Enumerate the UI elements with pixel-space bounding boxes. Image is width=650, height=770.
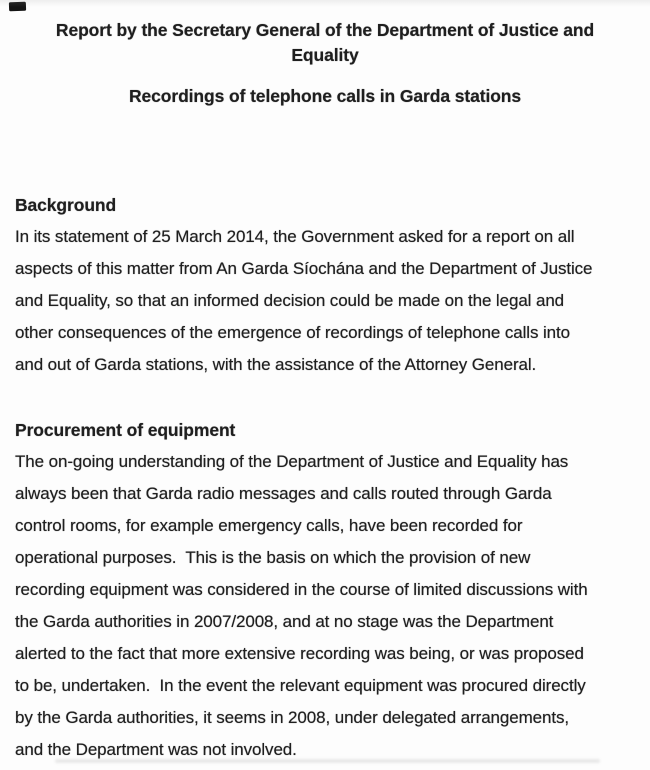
document-line: The on-going understanding of the Department of Justice and Equality has bbox=[15, 452, 569, 471]
document-line: the Garda authorities in 2007/2008, and at no stage was the Department bbox=[15, 612, 554, 631]
section-heading-background: Background bbox=[15, 195, 117, 215]
document-title-line-2: Equality bbox=[291, 45, 359, 65]
document-line: by the Garda authorities, it seems in 2008, under delegated arrangements, bbox=[15, 708, 570, 727]
section-heading-procurement: Procurement of equipment bbox=[15, 420, 236, 440]
document-line: operational purposes. This is the basis on which the provision of new bbox=[15, 548, 531, 567]
document-title bbox=[0, 0, 650, 68]
document-title-line-1: Report by the Secretary General of the Department of Justice and bbox=[55, 20, 595, 40]
document-line: aspects of this matter from An Garda Síochána and the Department of Justice bbox=[15, 259, 593, 278]
document-line: other consequences of the emergence of recordings of telephone calls into bbox=[15, 323, 571, 342]
scan-artifact-mark bbox=[9, 2, 26, 12]
document-line: to be, undertaken. In the event the relevant equipment was procured directly bbox=[15, 676, 586, 695]
section-background bbox=[15, 189, 618, 381]
document-line: control rooms, for example emergency calls, have been recorded for bbox=[15, 516, 523, 535]
document-line: and the Department was not involved. bbox=[15, 740, 297, 759]
document-line: always been that Garda radio messages and calls routed through Garda bbox=[15, 484, 552, 503]
document-line: recording equipment was considered in the course of limited discussions with bbox=[15, 580, 588, 599]
document-line: alerted to the fact that more extensive recording was being, or was proposed bbox=[15, 644, 584, 663]
document-body bbox=[0, 189, 650, 766]
document-line: and out of Garda stations, with the assistance of the Attorney General. bbox=[15, 355, 537, 374]
section-procurement-of-equipment bbox=[15, 414, 618, 766]
document-line: In its statement of 25 March 2014, the Government asked for a report on all bbox=[15, 227, 575, 246]
document-line: and Equality, so that an informed decision could be made on the legal and bbox=[15, 291, 565, 310]
document-subtitle: Recordings of telephone calls in Garda stations bbox=[128, 86, 522, 106]
